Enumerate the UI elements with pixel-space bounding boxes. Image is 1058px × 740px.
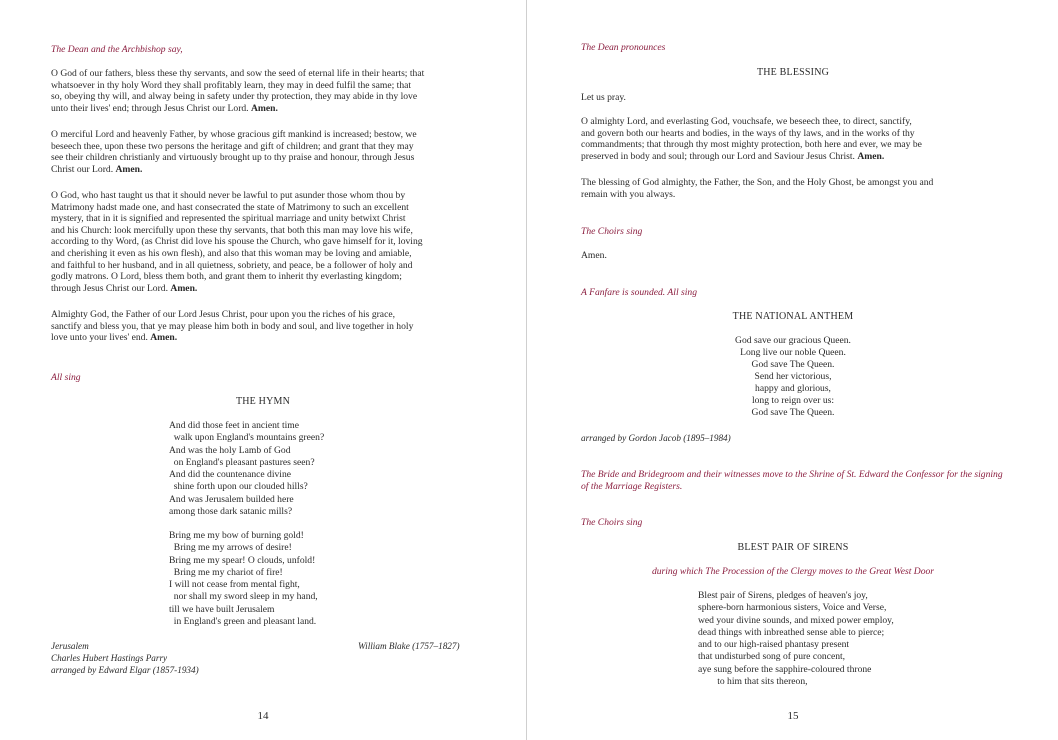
rubric-procession: during which The Procession of the Clergy moves to the Great West Door [651, 566, 935, 577]
prayer-almighty [51, 309, 491, 344]
hymn-credit-music: Jerusalem Charles Hubert Hastings Parry arranged by Edward Elgar (1857-1934) [51, 641, 199, 675]
anthem-line: Long live our noble Queen. [740, 347, 846, 358]
prayer-text: O merciful Lord and heavenly Father, by whose gracious gift mankind is increased; bestow, we beseech thee, upon these two persons the heritage and gift of children; and grant that they may see their children christianly and virtuously brought up to thy praise and honour, through Jesus Christ our Lord. [51, 129, 417, 175]
anthem-line: Send her victorious, [754, 371, 832, 382]
page-gutter [526, 0, 527, 740]
anthem-line: happy and glorious, [755, 383, 831, 394]
benediction: The blessing of God almighty, the Father, the Son, and the Holy Ghost, be amongst you and remain with you always. [581, 177, 934, 200]
rubric-choirs-sing: The Choirs sing [581, 226, 643, 237]
page-number: 14 [257, 710, 269, 722]
right-page [528, 0, 1058, 740]
rubric-fanfare: A Fanfare is sounded. All sing [581, 287, 698, 298]
rubric-bride-bridegroom: The Bride and Bridegroom and their witnesses move to the Shrine of St. Edward the Confessor for the signing of the Marriage Registers. [581, 469, 1003, 492]
anthem-verse [528, 335, 1058, 419]
anthem-credit: arranged by Gordon Jacob (1895–1984) [581, 433, 731, 443]
prayer-amen: Amen. [250, 102, 278, 114]
prayer-text: Almighty God, the Father of our Lord Jesus Christ, pour upon you the riches of his grace, sanctify and bless you, that ye may please him both in body and soul, and live together in holy love unto your lives' end. [51, 309, 414, 344]
sirens-verse: Blest pair of Sirens, pledges of heaven's joy, sphere-born harmonious sisters, Voice and Verse, wed your divine sounds, and mixed power employ, dead things with inbreathed sense able to pierce; and to our high-raised phantasy present that undisturbed song of pure concent, aye sung before the sapphire-coloured throne to him that sits thereon, [698, 590, 894, 688]
left-page [0, 0, 526, 740]
hymn-verse-1: And did those feet in ancient time walk upon England's mountains green? And was the holy Lamb of God on England's pleasant pastures seen? And did the countenance divine shine forth upon our clouded hills? And was Jerusalem builded here among those dark satanic mills? [169, 420, 325, 518]
hymn-verse-2: Bring me my bow of burning gold! Bring me my arrows of desire! Bring me my spear! O clouds, unfold! Bring me my chariot of fire! I will not cease from mental fight, nor shall my sword sleep in my hand, till we have built Jerusalem in England's green and pleasant land. [169, 530, 318, 628]
rubric-choirs-sing-2: The Choirs sing [581, 517, 643, 528]
anthem-line: God save our gracious Queen. [735, 335, 851, 346]
blessing-title: THE BLESSING [756, 67, 830, 78]
anthem-title: THE NATIONAL ANTHEM [732, 311, 854, 322]
anthem-line: God save The Queen. [751, 407, 835, 418]
hymn-title: THE HYMN [235, 396, 291, 407]
hymn-credit-words: William Blake (1757–1827) [358, 641, 460, 651]
prayer-matrimony [51, 190, 491, 294]
prayer-text: O almighty Lord, and everlasting God, vouchsafe, we beseech thee, to direct, sanctify, and govern both our hearts and bodies, in the ways of thy laws, and in the works of thy commandments; that through thy most mighty protection, both here and ever, we may be preserved in body and soul; through our Lord and Saviour Jesus Christ. [581, 116, 922, 162]
blessing-prayer [581, 116, 1031, 162]
rubric-dean-archbishop: The Dean and the Archbishop say, [51, 44, 183, 55]
prayer-merciful [51, 129, 491, 175]
page-number: 15 [787, 710, 799, 722]
amen-text: Amen. [581, 250, 607, 261]
prayer-fathers [51, 68, 491, 114]
prayer-text: O God of our fathers, bless these thy servants, and sow the seed of eternal life in their hearts; that whatsoever in thy holy Word they shall profitably learn, they may in deed fulfil the same; that so, obeying thy will, and alway being in safety under thy protection, they may abide in thy love unto their lives' end; through Jesus Christ our Lord. [51, 68, 425, 114]
let-us-pray: Let us pray. [581, 92, 626, 103]
sirens-title: BLEST PAIR OF SIRENS [737, 542, 849, 553]
anthem-line: God save The Queen. [751, 359, 835, 370]
prayer-amen: Amen. [115, 163, 143, 175]
prayer-amen: Amen. [150, 332, 178, 344]
prayer-amen: Amen. [170, 282, 198, 294]
rubric-all-sing: All sing [51, 372, 81, 383]
prayer-text: O God, who hast taught us that it should never be lawful to put asunder those whom thou by Matrimony hadst made one, and hast consecrated the state of Matrimony to such an excellent mystery, that in it is signified and represented the spiritual marriage and unity betwixt Christ and his Church: look mercifully upon these thy servants, that both this man may love his wife, according to thy Word, (as Christ did love his spouse the Church, who gave himself for it, loving and cherishing it even as his own flesh), and also that this woman may be loving and amiable, and faithful to her husband, and in all quietness, sobriety, and peace, be a follower of holy and godly matrons. O Lord, bless them both, and grant them to inherit thy everlasting kingdom; through Jesus Christ our Lord. [51, 190, 423, 294]
anthem-line: long to reign over us: [751, 395, 835, 406]
rubric-dean-pronounces: The Dean pronounces [581, 42, 666, 53]
prayer-amen: Amen. [857, 150, 885, 162]
